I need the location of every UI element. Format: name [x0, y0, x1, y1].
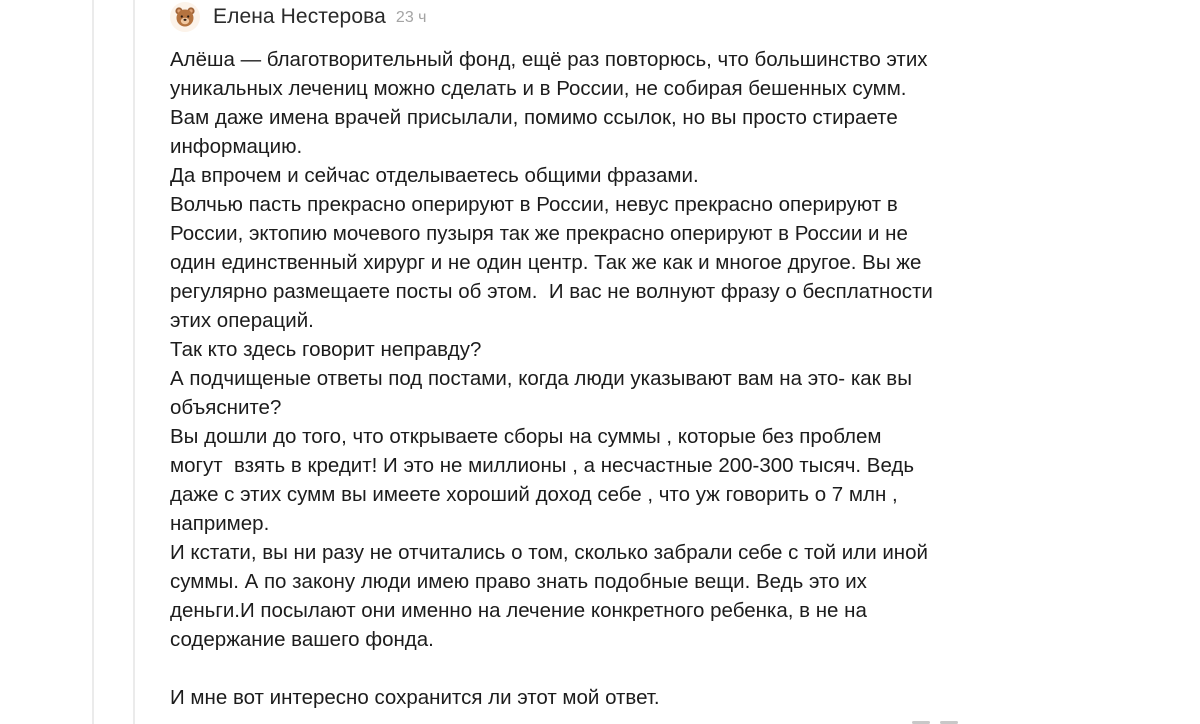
comment-text-line: Волчью пасть прекрасно оперируют в России, невус прекрасно оперируют в — [170, 193, 898, 216]
comment-text-line: Вы дошли до того, что открываете сборы на суммы , которые без проблем — [170, 425, 882, 448]
comment-text-line: этих операций. — [170, 309, 314, 332]
comment-blank-line — [170, 654, 1050, 683]
author-name[interactable]: Елена Нестерова — [213, 5, 386, 28]
comment-text-line: России, эктопию мочевого пузыря так же прекрасно оперируют в России и не — [170, 222, 908, 245]
comment-text-line: могут взять в кредит! И это не миллионы , а несчастные 200-300 тысяч. Ведь — [170, 454, 915, 477]
comment-text-line: И кстати, вы ни разу не отчитались о том, сколько забрали себе с той или иной — [170, 541, 928, 564]
comment-text-line: один единственный хирург и не один центр. Так же как и многое другое. Вы же — [170, 251, 922, 274]
comment-text-line: суммы. А по закону люди имею право знать подобные вещи. Ведь это их — [170, 570, 867, 593]
comment-timestamp[interactable]: 23 ч — [395, 9, 427, 26]
comment-text-line: даже с этих сумм вы имеете хороший доход себе , что уж говорить о 7 млн , — [170, 483, 898, 506]
avatar[interactable] — [170, 2, 200, 32]
comment-text-line: содержание вашего фонда. — [170, 628, 434, 651]
comment-text-line: А подчищеные ответы под постами, когда люди указывают вам на это- как вы — [170, 367, 912, 390]
comment-text-line: например. — [170, 512, 270, 535]
thread-line-inner — [133, 0, 135, 724]
comment-text-line: И мне вот интересно сохранится ли этот мой ответ. — [170, 686, 660, 709]
comment-text-line: регулярно размещаете посты об этом. И вас не волнуют фразу о бесплатности — [170, 280, 933, 303]
comment-text-line: информацию. — [170, 135, 303, 158]
comment-text-line: деньги.И посылают они именно на лечение конкретного ребенка, в не на — [170, 599, 867, 622]
thread-line-outer — [92, 0, 94, 724]
comment-actions-partial — [912, 716, 982, 724]
comment-text-line: Алёша — благотворительный фонд, ещё раз повторюсь, что большинство этих — [170, 48, 928, 71]
comment-header — [170, 0, 427, 34]
comment-text-line: уникальных лечениц можно сделать и в России, не собирая бешенных сумм. — [170, 77, 907, 100]
comment-text-line: объясните? — [170, 396, 282, 419]
comment-text-line: Так кто здесь говорит неправду? — [170, 338, 482, 361]
comment-text-line: Да впрочем и сейчас отделываетесь общими фразами. — [170, 164, 699, 187]
bear-face-icon — [174, 6, 196, 28]
comment-body — [170, 45, 1050, 712]
comment-text-line: Вам даже имена врачей присылали, помимо ссылок, но вы просто стираете — [170, 106, 898, 129]
